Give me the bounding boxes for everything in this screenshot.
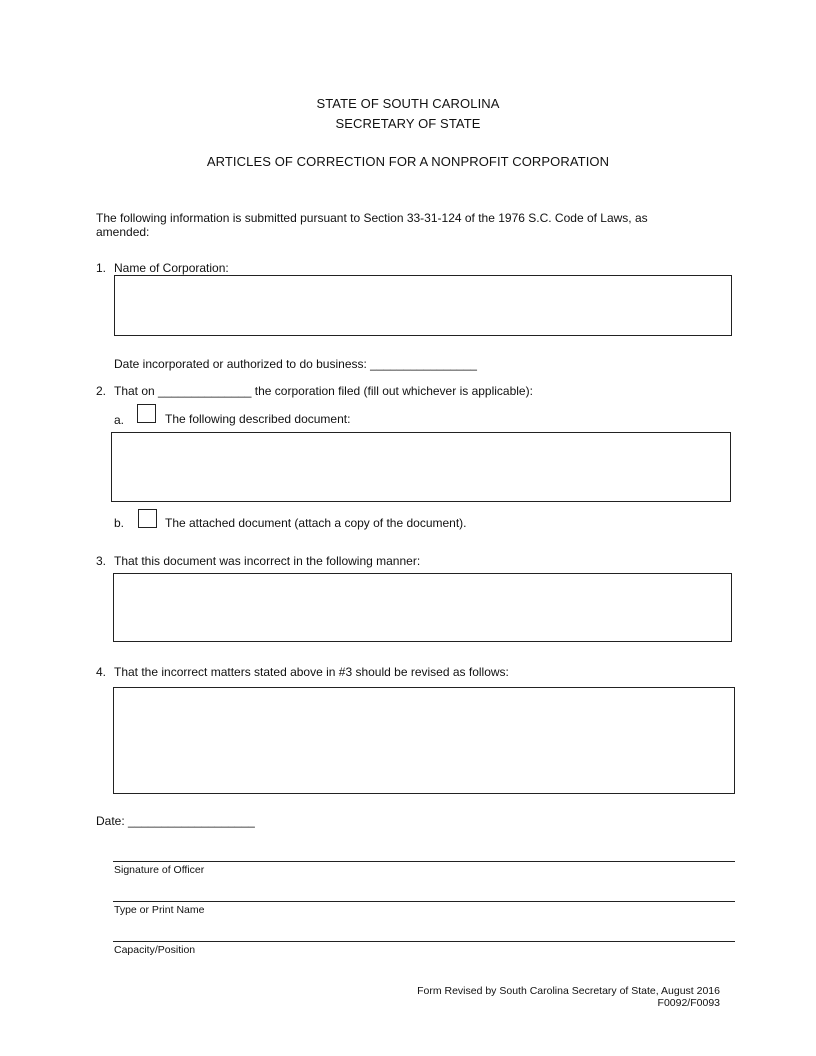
print-name-line[interactable]: [113, 901, 735, 902]
print-name-label: Type or Print Name: [114, 904, 205, 916]
corporation-name-value: [115, 276, 731, 284]
item3-number: 3.: [96, 554, 107, 568]
header-office: SECRETARY OF STATE: [335, 116, 481, 131]
item3-label: That this document was incorrect in the following manner:: [114, 554, 421, 568]
capacity-line[interactable]: [113, 941, 735, 942]
date-field[interactable]: Date: ___________________: [96, 814, 255, 828]
date-incorporated-field[interactable]: Date incorporated or authorized to do business: ________________: [114, 357, 477, 371]
signature-label: Signature of Officer: [114, 864, 205, 876]
described-document-value: [112, 433, 730, 441]
capacity-label: Capacity/Position: [114, 944, 196, 956]
footer-form-number: F0092/F0093: [657, 997, 720, 1009]
option-b-checkbox[interactable]: [138, 509, 157, 528]
incorrect-manner-field[interactable]: [113, 573, 732, 642]
revisions-field[interactable]: [113, 687, 735, 794]
option-b-label: The attached document (attach a copy of the document).: [165, 516, 467, 530]
item4-number: 4.: [96, 665, 107, 679]
header-state: STATE OF SOUTH CAROLINA: [316, 96, 500, 111]
signature-line[interactable]: [113, 861, 735, 862]
option-a-label: The following described document:: [165, 412, 351, 426]
option-a-checkbox[interactable]: [137, 404, 156, 423]
item1-label: Name of Corporation:: [114, 261, 229, 275]
item2-label[interactable]: That on ______________ the corporation filed (fill out whichever is applicable):: [114, 384, 533, 398]
revisions-value: [114, 688, 734, 696]
incorrect-manner-value: [114, 574, 731, 582]
described-document-field[interactable]: [111, 432, 731, 502]
corporation-name-field[interactable]: [114, 275, 732, 336]
item4-label: That the incorrect matters stated above in #3 should be revised as follows:: [114, 665, 509, 679]
option-b-marker: b.: [114, 516, 125, 530]
footer-revised: Form Revised by South Carolina Secretary of State, August 2016: [417, 985, 720, 997]
intro-line-1: The following information is submitted pursuant to Section 33-31-124 of the 1976 S.C. Code of Laws, as: [96, 211, 648, 225]
option-a-marker: a.: [114, 413, 125, 427]
intro-line-2: amended:: [96, 225, 150, 239]
item1-number: 1.: [96, 261, 107, 275]
item2-number: 2.: [96, 384, 107, 398]
page-title: ARTICLES OF CORRECTION FOR A NONPROFIT CORPORATION: [206, 154, 610, 169]
